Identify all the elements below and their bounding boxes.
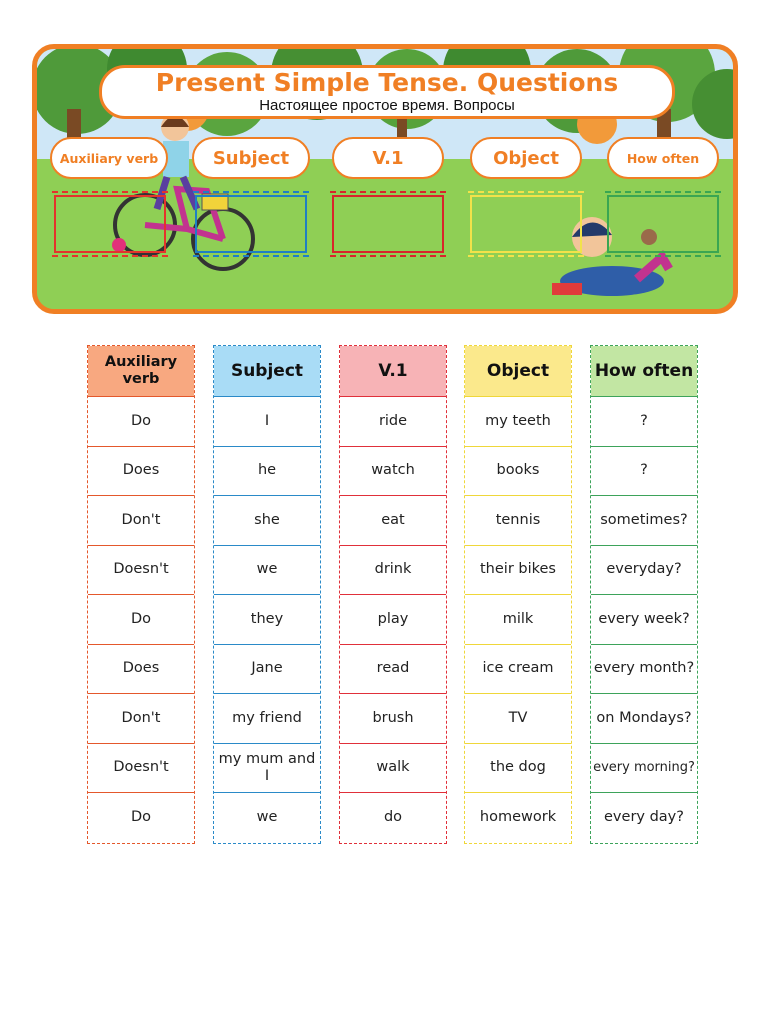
word-card[interactable]: on Mondays? [591, 694, 697, 744]
page-title: Present Simple Tense. Questions [155, 68, 619, 97]
word-card[interactable]: read [340, 645, 446, 695]
column-object [464, 345, 572, 844]
column-subject [213, 345, 321, 844]
drop-box-auxiliary-verb[interactable] [54, 195, 166, 253]
word-card[interactable]: walk [340, 744, 446, 794]
word-card[interactable]: Does [88, 447, 194, 497]
title-panel [99, 65, 675, 119]
word-card[interactable]: Doesn't [88, 546, 194, 596]
word-card[interactable]: books [465, 447, 571, 497]
drop-box-object[interactable] [470, 195, 582, 253]
word-card[interactable]: my teeth [465, 397, 571, 447]
word-card[interactable]: my friend [214, 694, 320, 744]
word-card[interactable]: Do [88, 595, 194, 645]
banner-header-auxiliary-verb: Auxiliary verb [50, 137, 168, 179]
column-header-object: Object [465, 346, 571, 397]
page-subtitle: Настоящее простое время. Вопросы [259, 97, 515, 114]
banner-header-v1: V.1 [332, 137, 444, 179]
word-card[interactable]: we [214, 546, 320, 596]
word-card[interactable]: their bikes [465, 546, 571, 596]
word-card[interactable]: the dog [465, 744, 571, 794]
word-card[interactable]: watch [340, 447, 446, 497]
word-card[interactable]: every morning? [591, 744, 697, 794]
word-card[interactable]: do [383, 809, 403, 826]
banner-header-how-often: How often [607, 137, 719, 179]
word-card[interactable]: Doesn't [88, 744, 194, 794]
column-v1 [339, 345, 447, 844]
drop-box-v1[interactable] [332, 195, 444, 253]
word-card[interactable]: ride [340, 397, 446, 447]
word-card[interactable]: milk [465, 595, 571, 645]
word-card[interactable]: eat [340, 496, 446, 546]
word-card[interactable]: every day? [604, 809, 684, 826]
word-card[interactable]: sometimes? [591, 496, 697, 546]
column-how-often [590, 345, 698, 844]
drop-box-how-often[interactable] [607, 195, 719, 253]
word-card[interactable]: Do [130, 809, 152, 826]
word-card[interactable]: tennis [465, 496, 571, 546]
word-card[interactable]: Don't [88, 496, 194, 546]
drop-box-subject[interactable] [195, 195, 307, 253]
word-card[interactable]: homework [479, 809, 557, 826]
banner-header-object: Object [470, 137, 582, 179]
column-header-auxiliary-verb: Auxiliary verb [88, 346, 194, 397]
word-card[interactable]: she [214, 496, 320, 546]
word-card[interactable]: I [214, 397, 320, 447]
word-card[interactable]: every week? [591, 595, 697, 645]
word-card[interactable]: play [340, 595, 446, 645]
word-card[interactable]: they [214, 595, 320, 645]
column-header-v1: V.1 [340, 346, 446, 397]
word-card[interactable]: Does [88, 645, 194, 695]
word-card[interactable]: he [214, 447, 320, 497]
word-card[interactable]: every month? [591, 645, 697, 695]
word-card[interactable]: brush [340, 694, 446, 744]
word-card[interactable]: ? [591, 447, 697, 497]
word-card[interactable]: Do [88, 397, 194, 447]
word-card[interactable]: ice cream [465, 645, 571, 695]
word-card[interactable]: everyday? [591, 546, 697, 596]
word-card[interactable]: TV [465, 694, 571, 744]
worksheet-banner [32, 44, 738, 314]
word-card[interactable]: ? [591, 397, 697, 447]
word-card[interactable]: drink [340, 546, 446, 596]
word-card[interactable]: Jane [214, 645, 320, 695]
word-card[interactable]: my mum and I [214, 744, 320, 794]
banner-header-subject: Subject [192, 137, 310, 179]
word-card[interactable]: we [256, 809, 278, 826]
column-header-subject: Subject [214, 346, 320, 397]
column-auxiliary-verb [87, 345, 195, 844]
column-header-how-often: How often [591, 346, 697, 397]
word-card[interactable]: Don't [88, 694, 194, 744]
